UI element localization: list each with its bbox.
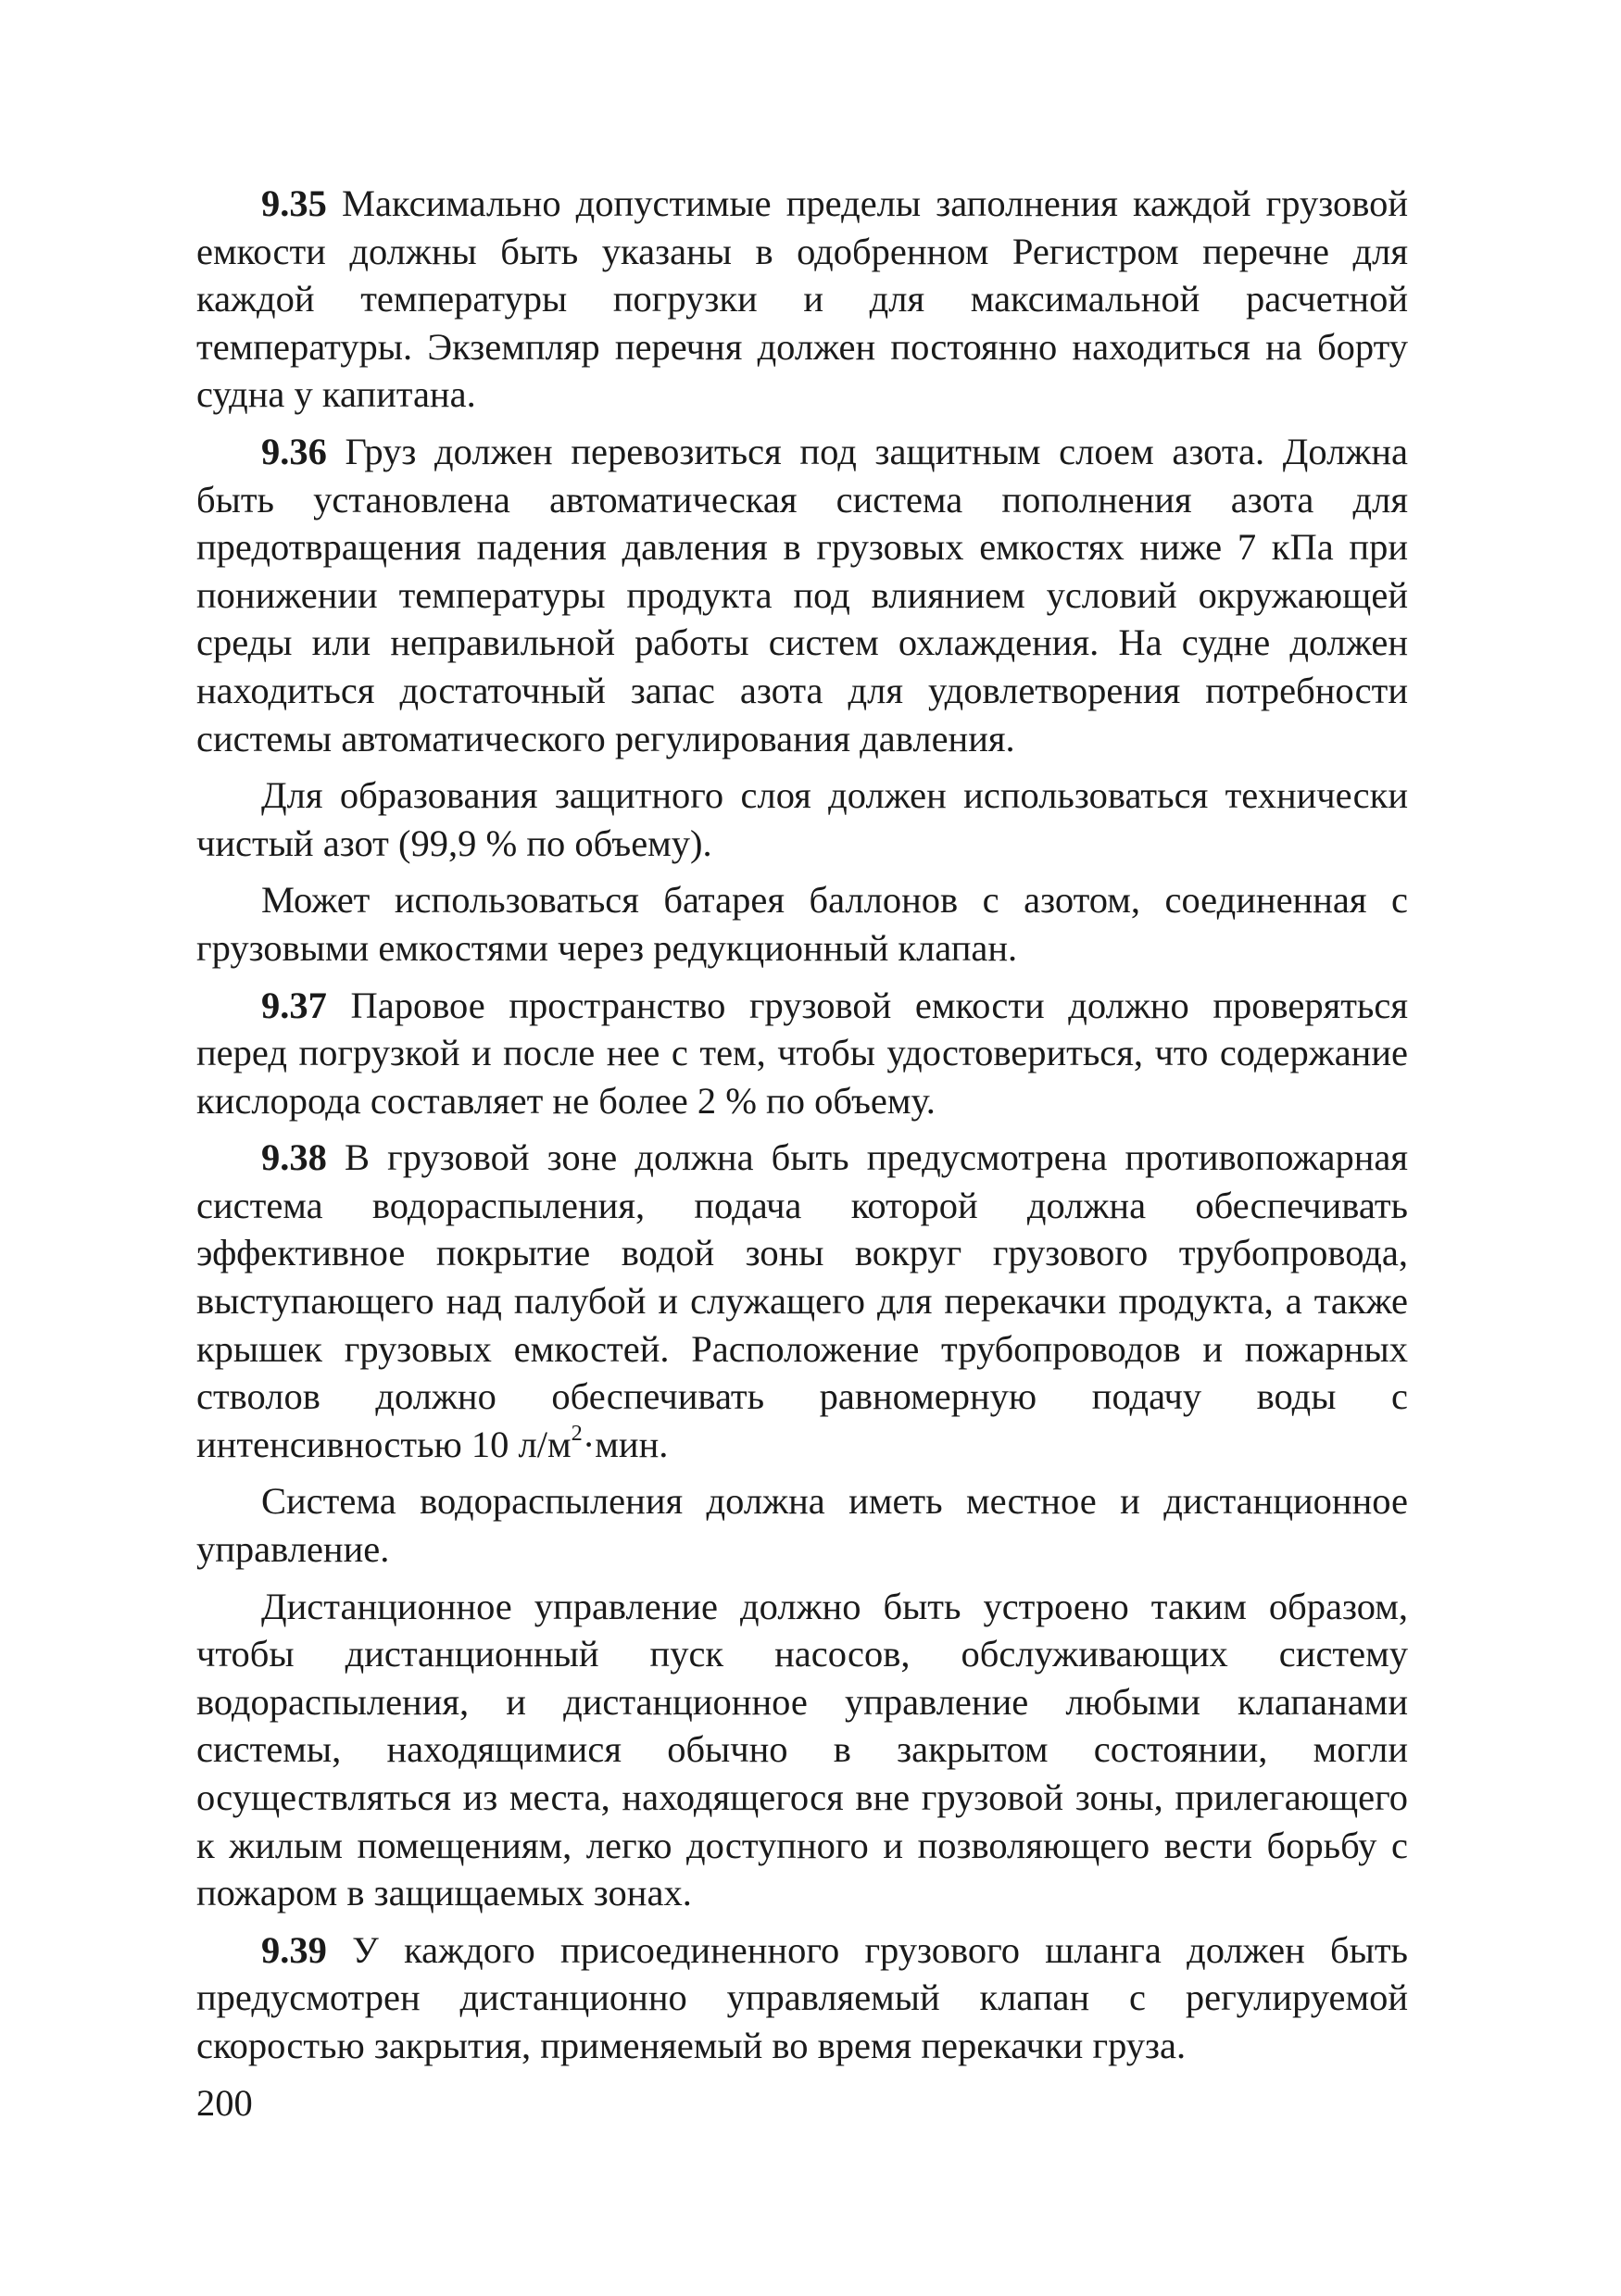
superscript: 2 <box>571 1420 583 1446</box>
page-body <box>196 180 1408 2079</box>
paragraph-text: Груз должен перевозиться под защитным слоем азота. Должна быть установлена автоматическая система пополнения азота для предотвращения падения давления в грузовых емкостях ниже 7 кПа при понижении температуры продукта под влиянием условий окружающей среды или неправильной работы систем охлаждения. На судне должен находиться достаточный запас азота для удовлетворения потребности системы автоматического регулирования давления. <box>196 430 1408 759</box>
paragraph-number: 9.36 <box>261 430 327 472</box>
paragraph-text: Дистанционное управление должно быть устроено таким образом, чтобы дистанционный пуск насосов, обслуживающих систему водораспыления, и дистанционное управление любыми клапанами системы, находящимися обычно в закрытом состоянии, могли осуществляться из места, находящегося вне грузовой зоны, прилегающего к жилым помещениям, легко доступного и позволяющего вести борьбу с пожаром в защищаемых зонах. <box>196 1585 1408 1914</box>
page-number: 200 <box>196 2082 253 2124</box>
paragraph-9-37 <box>196 982 1408 1125</box>
paragraph-text: В грузовой зоне должна быть предусмотрена противопожарная система водораспыления, подача которой должна обеспечивать эффективное покрытие водой зоны вокруг грузового трубопровода, выступающего над палубой и служащего для перекачки продукта, а также крышек грузовых емкостей. Расположение трубопроводов и пожарных стволов должно обеспечивать равномерную подачу воды с интенсивностью 10 л/м <box>196 1136 1409 1465</box>
paragraph-number: 9.37 <box>261 984 327 1026</box>
paragraph-text-tail: ·мин. <box>582 1423 669 1465</box>
paragraph-9-36 <box>196 428 1408 762</box>
paragraph-text: У каждого присоединенного грузового шланга должен быть предусмотрен дистанционно управляемый клапан с регулируемой скоростью закрытия, применяемый во время перекачки груза. <box>196 1928 1408 2066</box>
paragraph-number: 9.35 <box>261 182 327 224</box>
paragraph-text: Паровое пространство грузовой емкости должно проверяться перед погрузкой и после нее с тем, чтобы удостовериться, что содержание кислорода составляет не более 2 % по объему. <box>196 984 1408 1122</box>
paragraph-9-35 <box>196 180 1408 419</box>
paragraph-9-39 <box>196 1926 1408 2070</box>
paragraph-nitrogen-purity <box>196 772 1408 867</box>
paragraph-cylinder-battery <box>196 876 1408 972</box>
paragraph-text: Максимально допустимые пределы заполнения каждой грузовой емкости должны быть указаны в одобренном Регистром перечне для каждой температуры погрузки и для максимальной расчетной температуры. Экземпляр перечня должен постоянно находиться на борту судна у капитана. <box>196 182 1408 416</box>
paragraph-remote-control <box>196 1583 1408 1917</box>
paragraph-9-38 <box>196 1134 1408 1468</box>
paragraph-text: Может использоваться батарея баллонов с азотом, соединенная с грузовыми емкостями через редукционный клапан. <box>196 879 1408 969</box>
paragraph-text: Система водораспыления должна иметь местное и дистанционное управление. <box>196 1480 1408 1571</box>
paragraph-number: 9.39 <box>261 1928 327 1971</box>
paragraph-text: Для образования защитного слоя должен использоваться технически чистый азот (99,9 % по объему). <box>196 774 1408 864</box>
paragraph-spray-control <box>196 1477 1408 1573</box>
paragraph-number: 9.38 <box>261 1136 327 1179</box>
